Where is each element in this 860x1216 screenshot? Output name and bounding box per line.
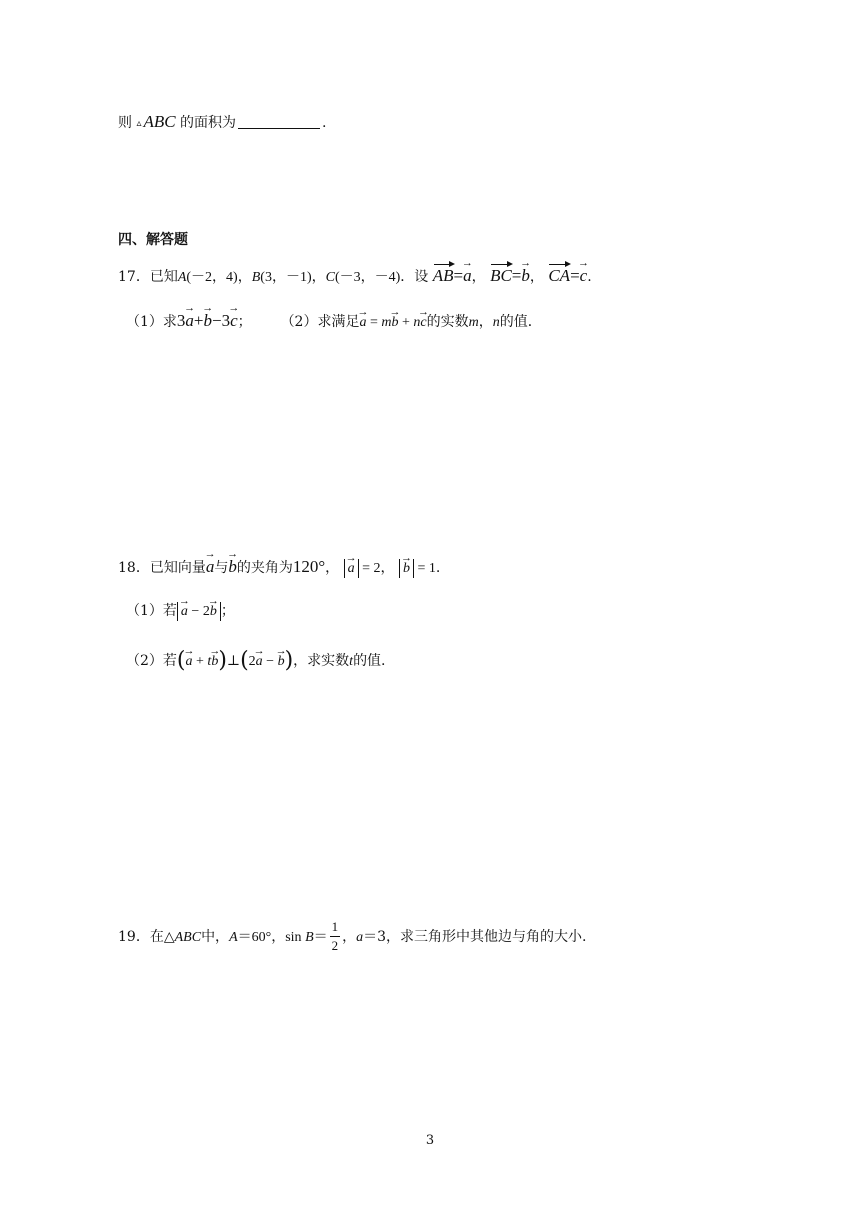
vector-a: → a xyxy=(256,655,263,669)
point-c: C xyxy=(325,270,335,285)
side-a: a xyxy=(356,929,364,945)
angle-a: A xyxy=(229,929,238,945)
vector-a: → a xyxy=(186,655,193,669)
angle-a-value: ＝60°，sin xyxy=(237,929,306,945)
area-question-line xyxy=(118,113,327,130)
semicolon: ； xyxy=(237,314,252,330)
q18-statement xyxy=(118,558,440,578)
equals-sign: = xyxy=(511,266,522,285)
point-b: B xyxy=(251,270,261,285)
q17-part2-label: （2）求满足 xyxy=(280,314,360,330)
period: . xyxy=(587,269,592,285)
vector-bc: BC xyxy=(490,266,512,285)
minus-sign: − xyxy=(262,654,278,669)
point-a-coord: (－2，4)， xyxy=(186,270,252,285)
q17-part2-end: 的值． xyxy=(499,314,542,330)
triangle-name: ABC xyxy=(143,112,176,131)
q19-zhong: 中， xyxy=(201,928,230,945)
q18-part2-mid: ，求实数 xyxy=(293,653,350,669)
minus-3: −3 xyxy=(212,311,231,330)
plus-sign: + xyxy=(193,311,204,330)
abs-b-value: = 1 xyxy=(413,561,436,576)
q18-intro: 已知向量 xyxy=(149,560,206,576)
var-m: m xyxy=(381,315,392,330)
vector-ab: AB xyxy=(432,266,454,285)
var-m: m xyxy=(468,315,479,330)
coef-3: 3 xyxy=(176,311,186,330)
vector-c: → c xyxy=(580,267,588,284)
q18-part2-label: （2）若 xyxy=(126,653,177,669)
abs-a-value: = 2 xyxy=(358,561,381,576)
abs-b xyxy=(399,559,414,578)
q18-part2-end: 的值. xyxy=(353,653,386,669)
abs-a xyxy=(344,559,359,578)
area-end: . xyxy=(322,115,327,131)
vector-b: → b xyxy=(210,605,217,619)
q18-part1-label: （1）若 xyxy=(126,603,177,619)
equals-sign: = xyxy=(366,315,382,330)
q18-part1 xyxy=(126,602,235,621)
right-paren: ) xyxy=(218,648,227,673)
fraction-denominator: 2 xyxy=(331,938,339,954)
triangle-name: ABC xyxy=(174,929,202,945)
q19-rest: ＝3，求三角形中其他边与角的大小. xyxy=(363,928,587,945)
vector-b: → b xyxy=(211,655,218,669)
vector-a: → a xyxy=(463,267,472,284)
var-t: t xyxy=(207,654,212,669)
page-number: 3 xyxy=(425,1133,435,1148)
point-b-coord: (3，－1)， xyxy=(260,270,326,285)
vector-b: → b xyxy=(521,267,530,284)
var-n: n xyxy=(413,315,421,330)
q18-with: 与 xyxy=(214,560,229,576)
q19-statement xyxy=(118,920,586,954)
equals-sign: = xyxy=(570,266,580,285)
point-c-coord: (－3，－4)．设 xyxy=(334,270,429,285)
equals-sign: ＝ xyxy=(313,928,328,945)
fraction-numerator: 1 xyxy=(330,920,341,937)
left-paren: ( xyxy=(176,648,186,673)
vector-c: → c xyxy=(230,312,238,329)
comma: ， xyxy=(325,560,340,576)
abs-a-minus-2b xyxy=(177,602,221,621)
plus-sign: + xyxy=(192,654,208,669)
angle-value: 120° xyxy=(292,557,326,576)
point-a: A xyxy=(177,270,187,285)
q17-part1-label: （1）求 xyxy=(126,314,177,330)
vector-b: → b xyxy=(204,312,213,329)
vector-a: → a xyxy=(185,312,194,329)
plus-sign: + xyxy=(398,315,414,330)
answer-blank xyxy=(238,114,320,129)
q19-number: 19． xyxy=(118,928,150,945)
var-n: n xyxy=(492,315,500,330)
comma: ， xyxy=(380,560,395,576)
vector-a: → a xyxy=(359,316,366,330)
left-paren: ( xyxy=(240,648,249,673)
vector-a: → a xyxy=(348,562,355,576)
q18-part2 xyxy=(126,650,386,672)
vector-b: → b xyxy=(403,562,410,576)
q19-intro: 在△ xyxy=(149,928,175,945)
vector-b: → b xyxy=(278,655,285,669)
coef-2: 2 xyxy=(248,654,256,669)
separator: ， xyxy=(471,269,486,285)
vector-ca: CA xyxy=(548,266,571,285)
section-title: 四、解答题 xyxy=(118,232,188,248)
q18-number: 18． xyxy=(118,560,150,576)
q17-number: 17． xyxy=(118,269,150,285)
var-t: t xyxy=(349,654,354,669)
separator: ， xyxy=(529,269,544,285)
q17-intro: 已知 xyxy=(149,269,178,285)
area-suffix: 的面积为 xyxy=(180,115,237,131)
area-prefix: 则 xyxy=(118,115,132,131)
q17-statement xyxy=(118,265,592,285)
q17-parts xyxy=(126,312,542,330)
right-paren: ) xyxy=(284,648,294,673)
period: . xyxy=(435,560,441,576)
q17-part2-mid: 的实数 xyxy=(426,314,469,330)
minus-2: − 2 xyxy=(187,604,210,619)
triangle-symbol: ▵ xyxy=(136,118,142,129)
comma: ， xyxy=(478,314,493,330)
equals-sign: = xyxy=(453,266,464,285)
q18-angle-text: 的夹角为 xyxy=(236,560,293,576)
perp-symbol: ⊥ xyxy=(226,654,241,669)
angle-b: B xyxy=(305,929,314,945)
vector-a: → a xyxy=(181,605,188,619)
vector-c: → c xyxy=(420,316,426,330)
vector-b: → b xyxy=(228,558,237,575)
vector-b: → b xyxy=(392,316,399,330)
fraction-half xyxy=(330,920,341,954)
semicolon: ； xyxy=(220,603,235,619)
comma: ， xyxy=(342,928,357,945)
vector-a: → a xyxy=(206,558,215,575)
